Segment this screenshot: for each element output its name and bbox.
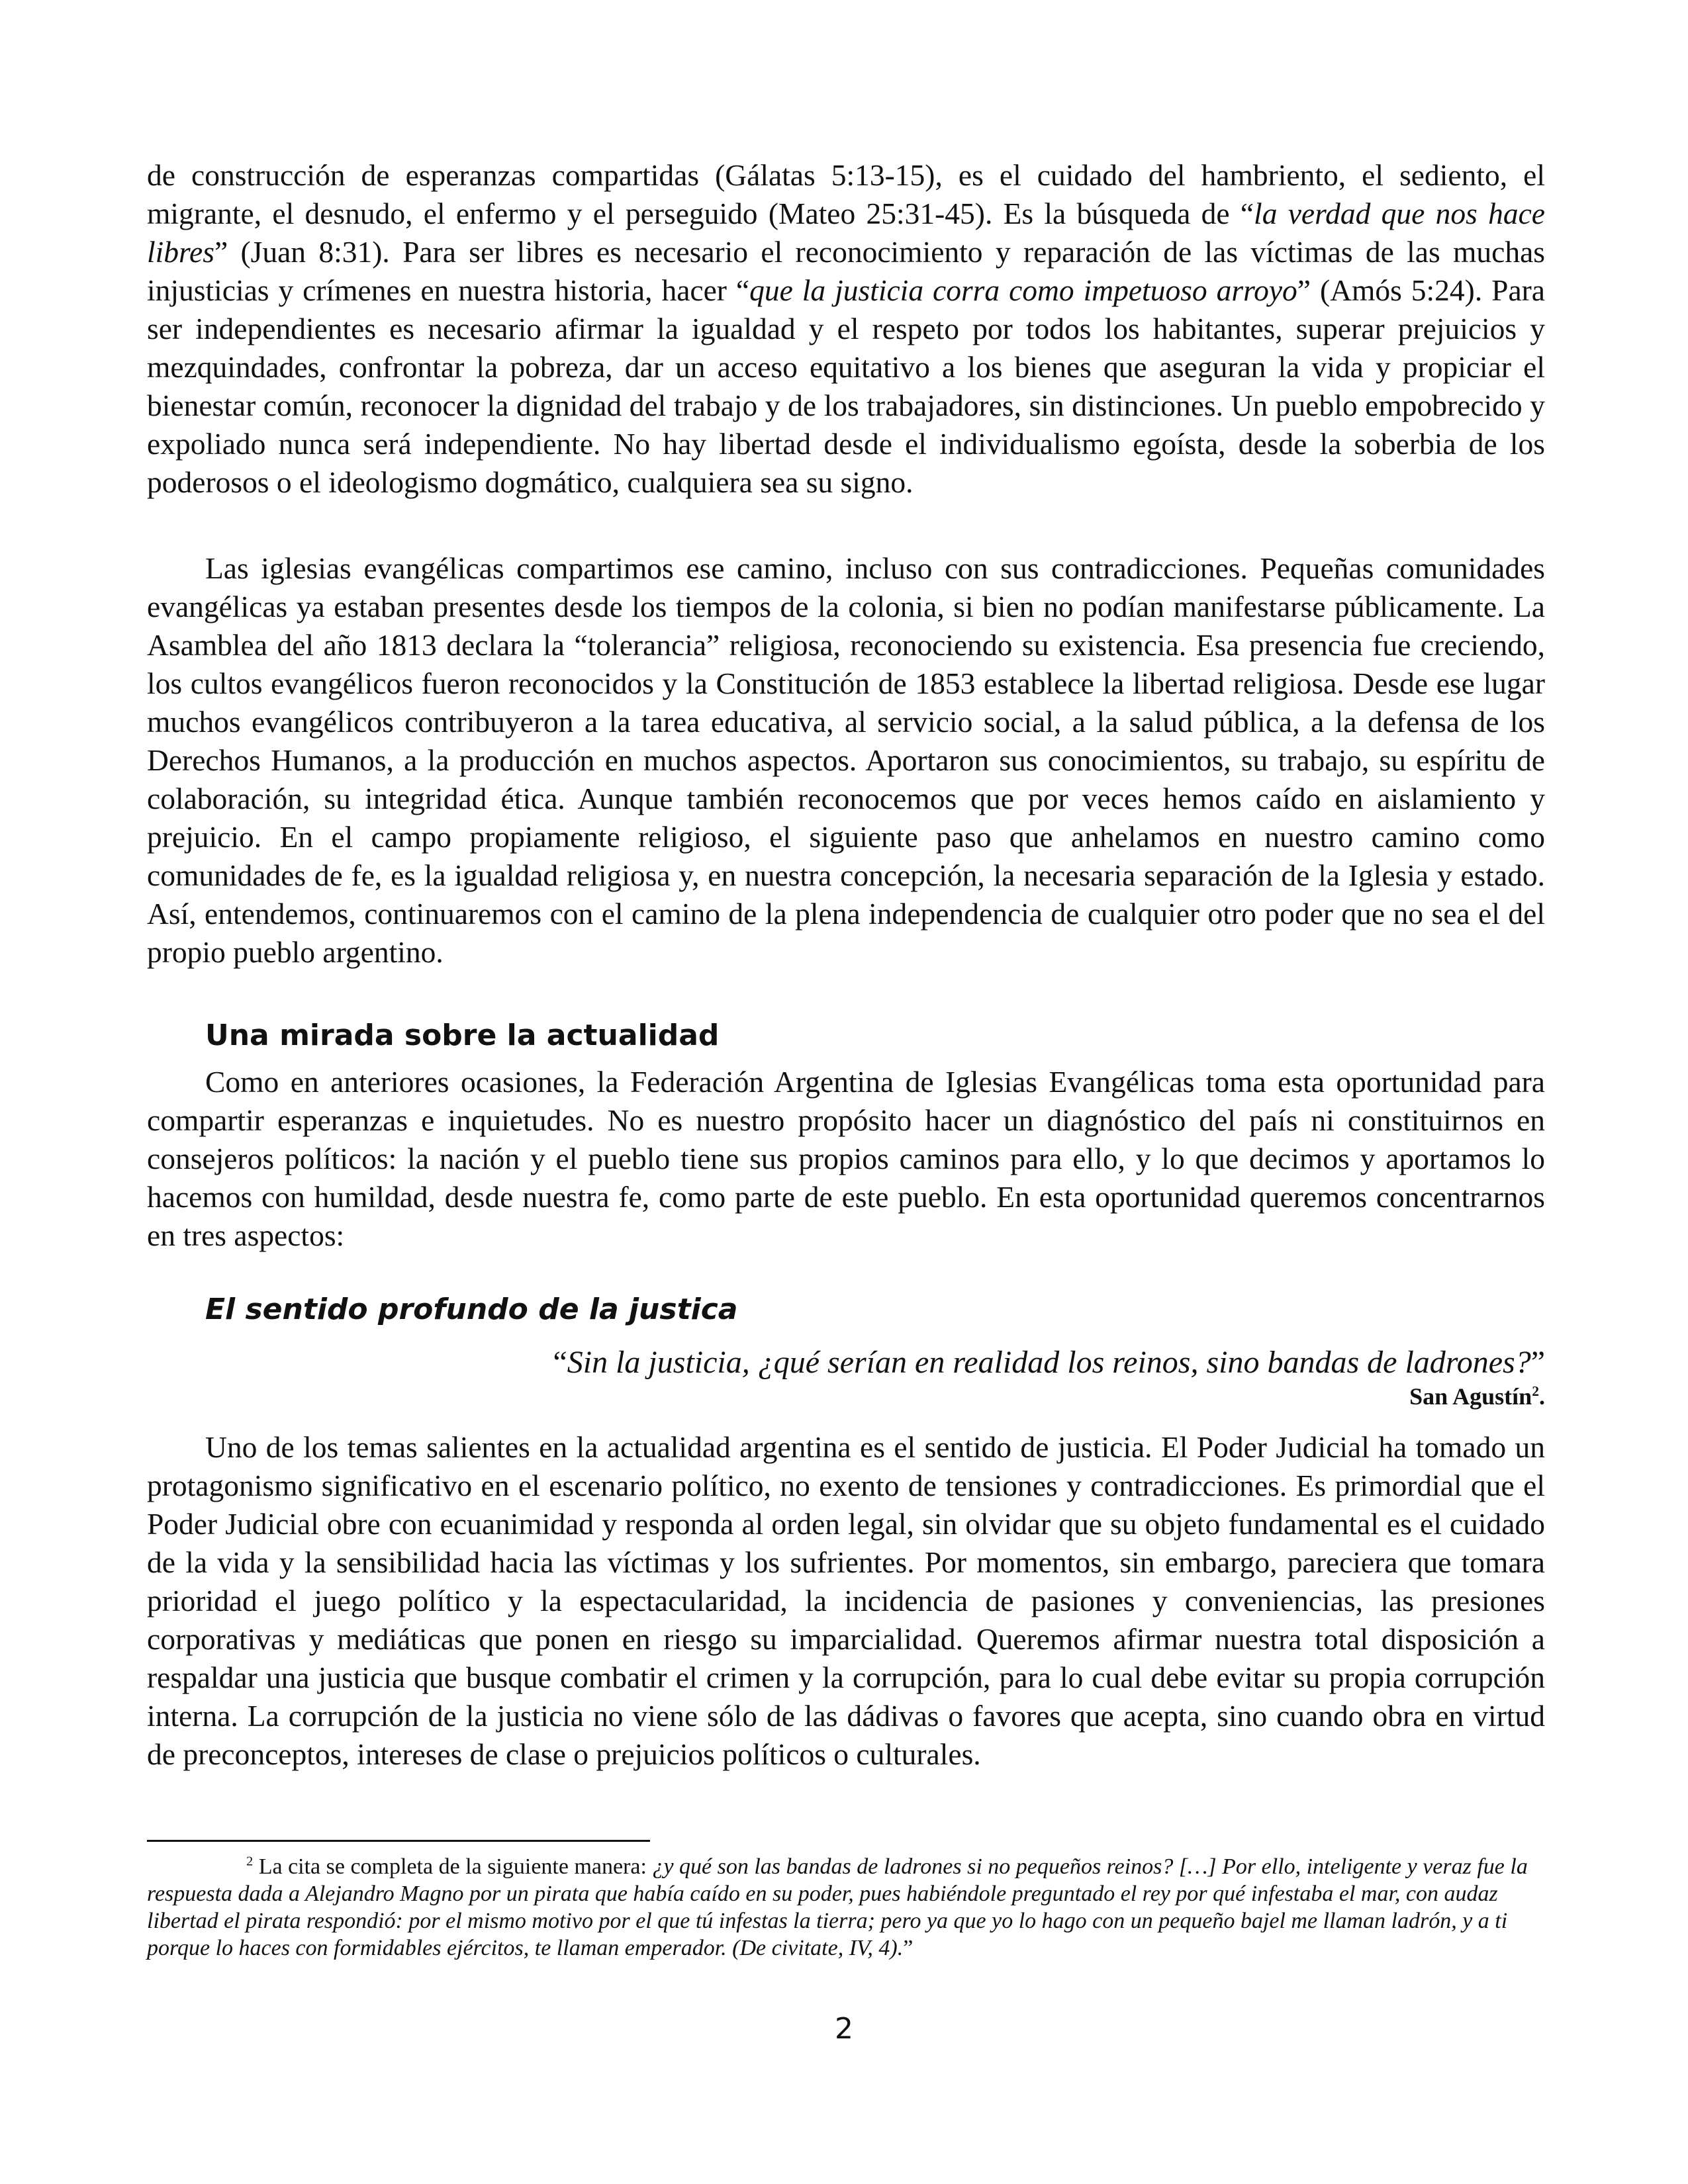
footnote-separator — [147, 1840, 650, 1842]
paragraph-text: ” (Amós 5:24). Para ser independientes es necesario afirmar la igualdad y el respeto por todos los habitantes, superar prejuicios y mezquindades, confrontar la pobreza, dar un acceso equitativo a los bienes que aseguran la vida y propiciar el bienestar común, reconocer la dignidad del trabajo y de los trabajadores, sin distinciones. Un pueblo empobrecido y expoliado nunca será independiente. No hay libertad desde el individualismo egoísta, desde la soberbia de los poderosos o el ideologismo dogmático, cualquiera sea su signo. — [147, 273, 1545, 499]
page-number: 2 — [835, 2012, 853, 2046]
footnote-quote: ¿y qué son las bandas de ladrones si no pequeños reinos? […] Por ello, inteligente y veraz fue la respuesta dada a Alejandro Magno por un pirata que había caído en su poder, pues habiéndole preguntado el rey por qué infestaba el mar, con audaz libertad el pirata respondió: por el mismo motivo por el que tú infestas la tierra; pero ya que yo lo hago con un pequeño bajel me llaman ladrón, y a ti porque lo haces con formidables ejércitos, te llaman emperador. (De civitate, IV, 4). — [147, 1854, 1528, 1960]
author-name: San Agustín — [1409, 1383, 1532, 1410]
epigraph-quote — [553, 1343, 1545, 1382]
quote-close: ” — [1530, 1345, 1545, 1380]
quote-text: Sin la justicia, ¿qué serían en realidad los reinos, sino bandas de ladrones? — [567, 1345, 1531, 1380]
quote-open: “ — [553, 1345, 567, 1380]
paragraph-text: Uno de los temas salientes en la actualidad argentina es el sentido de justicia. El Poder Judicial ha tomado un protagonismo significativo en el escenario político, no exento de tensiones y contradicciones. Es primordial que el Poder Judicial obre con ecuanimidad y responda al orden legal, sin olvidar que su objeto fundamental es el cuidado de la vida y la sensibilidad hacia las víctimas y los sufrientes. Por momentos, sin embargo, pareciera que tomara prioridad el juego político y la espectacularidad, la incidencia de pasiones y conveniencias, las presiones corporativas y mediáticas que ponen en riesgo su imparcialidad. Queremos afirmar nuestra total disposición a respaldar una justicia que busque combatir el crimen y la corrupción, para lo cual debe evitar su propia corrupción interna. La corrupción de la justicia no viene sólo de las dádivas o favores que acepta, sino cuando obra en virtud de preconceptos, intereses de clase o prejuicios políticos o culturales. — [147, 1430, 1545, 1771]
paragraph-text: Las iglesias evangélicas compartimos ese camino, incluso con sus contradicciones. Pequeñas comunidades evangélicas ya estaban presentes desde los tiempos de la colonia, si bien no podían manifestarse públicamente. La Asamblea del año 1813 declara la “tolerancia” religiosa, reconociendo su existencia. Esa presencia fue creciendo, los cultos evangélicos fueron reconocidos y la Constitución de 1853 establece la libertad religiosa. Desde ese lugar muchos evangélicos contribuyeron a la tarea educativa, al servicio social, a la salud pública, a la defensa de los Derechos Humanos, a la producción en muchos aspectos. Aportaron sus conocimientos, su trabajo, su espíritu de colaboración, su integridad ética. Aunque también reconocemos que por veces hemos caído en aislamiento y prejuicio. En el campo propiamente religioso, el siguiente paso que anhelamos en nuestro camino como comunidades de fe, es la igualdad religiosa y, en nuestra concepción, la necesaria separación de la Iglesia y estado. Así, entendemos, continuaremos con el camino de la plena independencia de cualquier otro poder que no sea el del propio pueblo argentino. — [147, 551, 1545, 969]
scripture-quote: que la justicia corra como impetuoso arroyo — [749, 273, 1297, 307]
paragraph-libertad — [147, 156, 1545, 502]
footnote-marker: 2 — [246, 1854, 254, 1869]
footnote-lead: La cita se completa de la siguiente manera: — [253, 1854, 653, 1879]
paragraph-iglesias — [147, 549, 1545, 972]
author-period: . — [1539, 1383, 1545, 1410]
quote-author — [1409, 1382, 1545, 1411]
paragraph-justicia — [147, 1428, 1545, 1774]
paragraph-text: Como en anteriores ocasiones, la Federación Argentina de Iglesias Evangélicas toma esta oportunidad para compartir esperanzas e inquietudes. No es nuestro propósito hacer un diagnóstico del país ni constituirnos en consejeros políticos: la nación y el pueblo tiene sus propios caminos para ello, y lo que decimos y aportamos lo hacemos con humildad, desde nuestra fe, como parte de este pueblo. En esta oportunidad queremos concentrarnos en tres aspectos: — [147, 1065, 1545, 1252]
paragraph-text: de construcción de esperanzas compartidas (Gálatas 5:13-15), es el cuidado del hambriento, el sediento, el migrante, el desnudo, el enfermo y el perseguido (Mateo 25:31-45). Es la búsqueda de “ — [147, 158, 1545, 230]
footnote-reference: 2 — [1532, 1383, 1539, 1399]
paragraph-text: ” (Juan 8:31). Para ser libres es necesario el reconocimiento y reparación de las víctimas de las muchas injusticias y crímenes en nuestra historia, hacer “ — [147, 235, 1545, 307]
footnote-close: ” — [903, 1936, 914, 1960]
scripture-quote: la verdad que nos hace libres — [147, 197, 1546, 269]
subsection-heading: El sentido profundo de la justica — [205, 1293, 738, 1326]
section-heading: Una mirada sobre la actualidad — [205, 1019, 720, 1052]
footnote — [147, 1853, 1545, 1962]
paragraph-federacion — [147, 1063, 1545, 1255]
